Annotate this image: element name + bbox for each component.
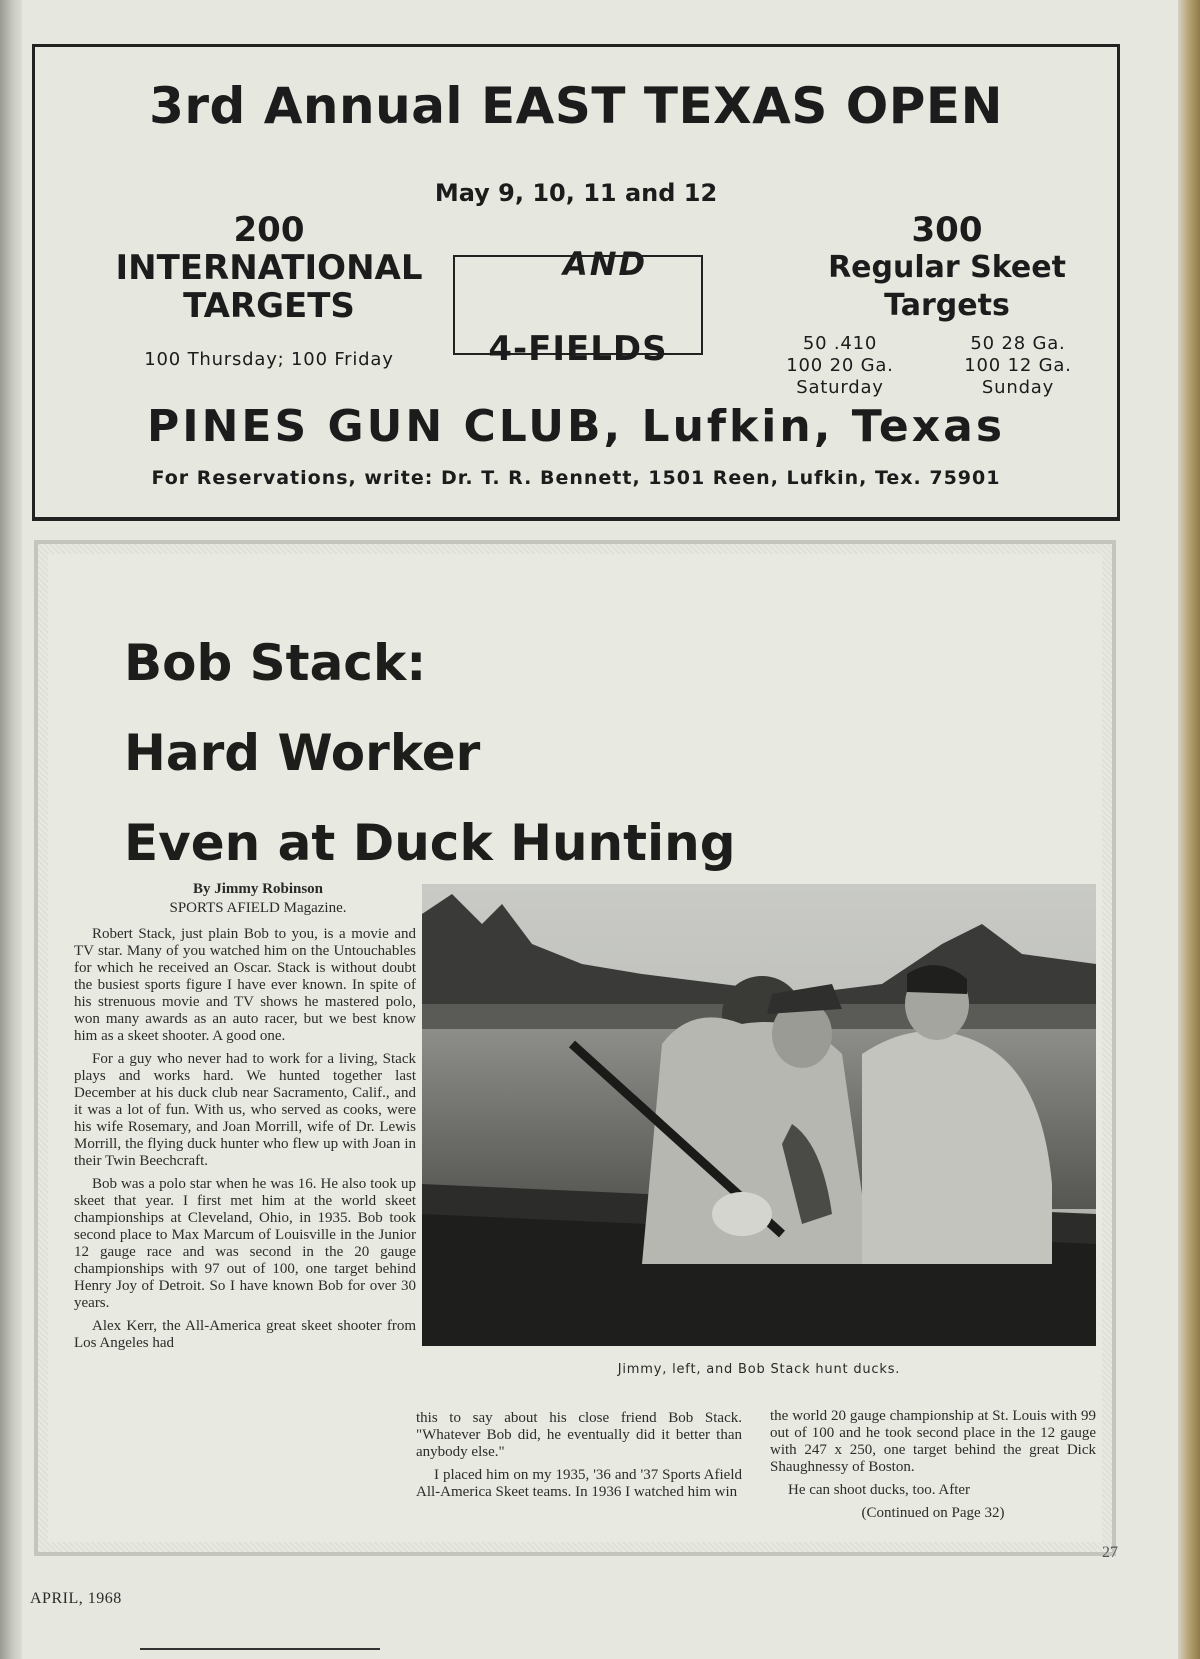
sunday-gauges xyxy=(943,333,1093,399)
headline-line: Even at Duck Hunting xyxy=(124,814,736,872)
left-page-edge xyxy=(0,0,22,1659)
paragraph: I placed him on my 1935, '36 and '37 Sports Afield All-America Skeet teams. In 1936 I watched him win xyxy=(416,1467,742,1500)
ad-dates: May 9, 10, 11 and 12 xyxy=(434,179,718,207)
paragraph: Alex Kerr, the All-America great skeet shooter from Los Angeles had xyxy=(74,1318,416,1351)
continued-note: (Continued on Page 32) xyxy=(861,1505,1005,1521)
duck-hunt-photo xyxy=(422,884,1096,1346)
international-schedule: 100 Thursday; 100 Friday xyxy=(144,349,394,370)
right-page-edge xyxy=(1178,0,1200,1659)
headline-line: Bob Stack: xyxy=(124,634,427,692)
regular-skeet-label: Regular Skeet xyxy=(828,250,1066,285)
gauge-day: Sunday xyxy=(981,377,1055,398)
article-headline xyxy=(124,618,924,888)
headline-line: Hard Worker xyxy=(124,724,481,782)
reservation-info: For Reservations, write: Dr. T. R. Bennett, 1501 Reen, Lufkin, Tex. 75901 xyxy=(151,467,1001,489)
international-targets-block xyxy=(79,211,459,370)
text-column-3 xyxy=(770,1408,1096,1528)
paragraph: He can shoot ducks, too. After xyxy=(788,1482,971,1498)
gauge-line: 50 .410 xyxy=(802,333,878,354)
paragraph: For a guy who never had to work for a living, Stack plays and works hard. We hunted together last December at his duck club near Sacramento, Calif., and it was a lot of fun. With us, who served as cooks, were his wife Rosemary, and Joan Morrill, wife of Dr. Lewis Morrill, the flying duck hunter who flew up with Joan in their Twin Beechcraft. xyxy=(74,1051,416,1169)
international-label: INTERNATIONAL xyxy=(115,248,423,288)
paragraph: Robert Stack, just plain Bob to you, is a movie and TV star. Many of you watched him on the Untouchables for which he received an Oscar. Stack is without doubt the busiest sports figure I have ever known. In spite of his strenuous movie and TV shows he mastered polo, won many awards as an auto racer, but we best know him as a skeet shooter. A good one. xyxy=(74,926,416,1044)
paragraph: Bob was a polo star when he was 16. He also took up skeet that year. I first met him at the world skeet championships at Cleveland, Ohio, in 1935. Bob took second place to Max Marcum of Louisville in the Junior 12 gauge race and was second in the 20 gauge championships with 97 out of 100, one target behind Henry Joy of Detroit. So I have known Bob for over 30 years. xyxy=(74,1176,416,1311)
author-name: By Jimmy Robinson xyxy=(192,881,324,897)
paragraph: this to say about his close friend Bob Stack. "Whatever Bob did, he eventually did it better than anybody else." xyxy=(416,1410,742,1460)
gauge-line: 50 28 Ga. xyxy=(970,333,1066,354)
regular-target-count: 300 xyxy=(911,210,983,250)
footer-rule xyxy=(140,1648,380,1650)
text-column-1 xyxy=(74,926,416,1358)
byline xyxy=(108,880,408,918)
page-number: 27 xyxy=(1102,1544,1118,1561)
ad-title: 3rd Annual EAST TEXAS OPEN xyxy=(149,77,1003,135)
club-name: PINES GUN CLUB, Lufkin, Texas xyxy=(146,401,1006,452)
article-frame xyxy=(34,540,1116,1556)
and-label: AND xyxy=(562,245,648,283)
gauge-line: 100 12 Ga. xyxy=(964,355,1072,376)
gauge-line: 100 20 Ga. xyxy=(786,355,894,376)
gauge-day: Saturday xyxy=(796,377,884,398)
fields-label: 4-FIELDS xyxy=(488,329,668,369)
targets-label: TARGETS xyxy=(183,286,355,326)
regular-skeet-block xyxy=(767,211,1127,325)
saturday-gauges xyxy=(765,333,915,399)
photo-caption: Jimmy, left, and Bob Stack hunt ducks. xyxy=(617,1362,901,1377)
text-column-2 xyxy=(416,1410,742,1507)
east-texas-open-ad xyxy=(32,44,1120,521)
regular-targets-label: Targets xyxy=(884,288,1010,323)
issue-date: APRIL, 1968 xyxy=(30,1590,122,1607)
paragraph: the world 20 gauge championship at St. Louis with 99 out of 100 and he took second place in the 12 gauge with 247 x 250, one target behind the great Dick Shaughnessy of Boston. xyxy=(770,1408,1096,1475)
international-target-count: 200 xyxy=(233,210,305,250)
article-body xyxy=(48,554,1102,1542)
photo-illustration xyxy=(422,884,1096,1346)
publication-name: SPORTS AFIELD Magazine. xyxy=(169,900,347,916)
